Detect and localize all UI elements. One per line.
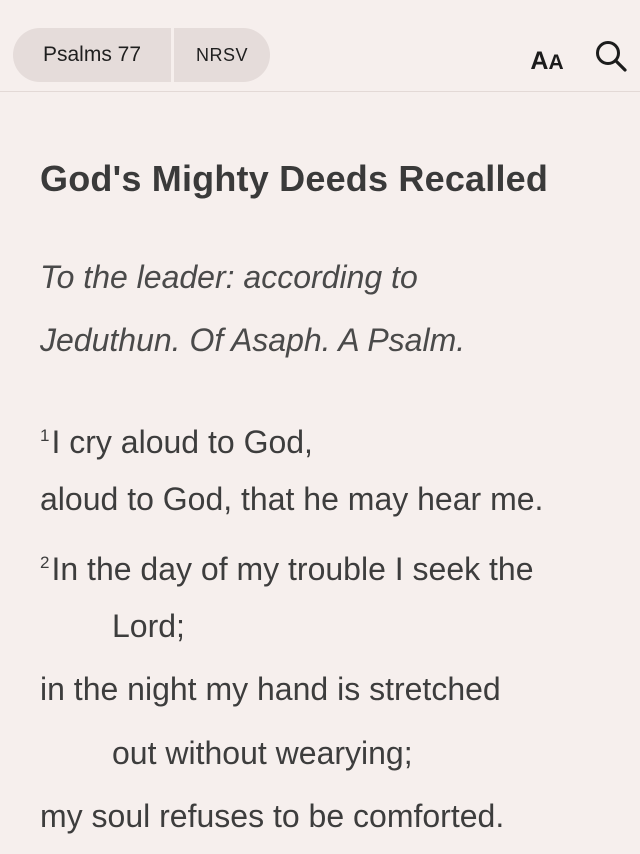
verse-1-line-1[interactable] <box>40 404 640 468</box>
version-button[interactable] <box>174 28 270 82</box>
book-chapter-label: Psalms 77 <box>42 43 142 66</box>
verse-number: 2 <box>40 553 50 572</box>
verse-text: I cry aloud to God, <box>51 424 313 460</box>
verse-text: in the night my hand is stretched <box>40 671 501 707</box>
section-heading: God's Mighty Deeds Recalled <box>40 158 549 199</box>
psalm-superscription <box>40 246 600 372</box>
top-navigation-bar <box>0 0 640 92</box>
verse-text: In the day of my trouble I seek the <box>51 551 534 587</box>
version-label: NRSV <box>195 44 248 65</box>
verse-2-line-1-continuation[interactable] <box>40 595 640 659</box>
superscription-line: To the leader: according to <box>40 259 418 295</box>
book-chapter-button[interactable] <box>13 28 171 82</box>
verse-text: out without wearying; <box>112 734 413 771</box>
verse-number: 1 <box>40 426 50 445</box>
verse-2-line-2[interactable] <box>40 658 640 722</box>
verse-2-line-2-continuation[interactable] <box>40 722 640 786</box>
text-size-icon: A <box>530 47 549 75</box>
verse-text: aloud to God, that he may hear me. <box>40 480 544 517</box>
verse-2-line-3[interactable] <box>40 785 640 849</box>
passage-selector <box>13 28 270 82</box>
verse-1-line-2[interactable] <box>40 468 640 532</box>
search-icon <box>594 39 628 73</box>
verse-2-line-1[interactable] <box>40 531 640 595</box>
text-size-button[interactable] <box>528 40 566 74</box>
verse-text: Lord; <box>112 607 185 644</box>
verse-text: my soul refuses to be comforted. <box>40 798 505 834</box>
verse-list <box>40 404 640 849</box>
superscription-line: Jeduthun. Of Asaph. A Psalm. <box>40 322 466 358</box>
search-button[interactable] <box>594 39 628 73</box>
text-size-icon-small: A <box>548 51 564 74</box>
